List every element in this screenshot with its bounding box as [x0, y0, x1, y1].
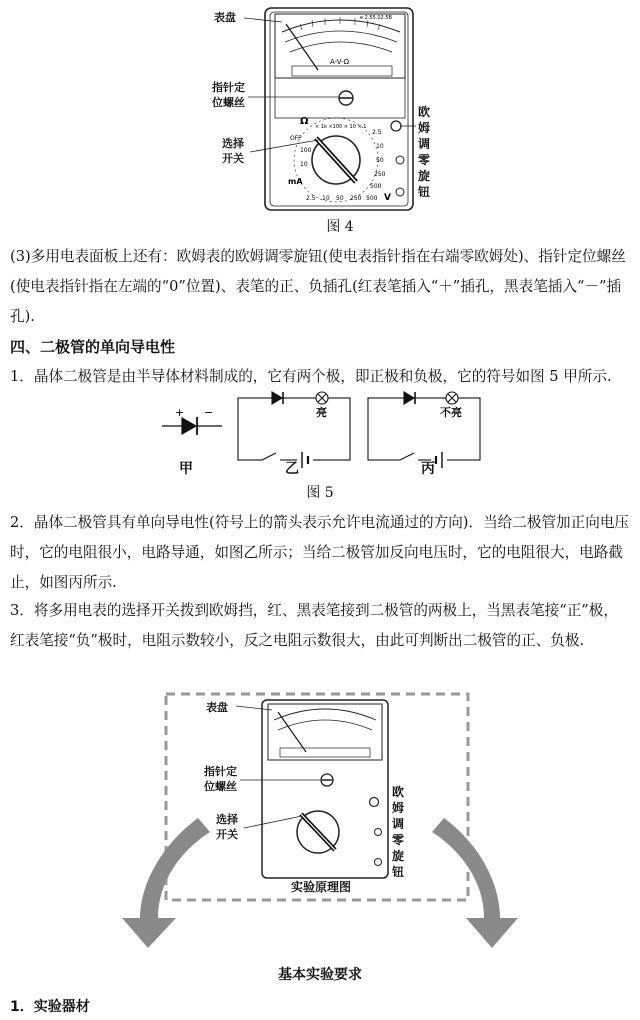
right-arrow-icon — [432, 818, 518, 948]
dial-bottom-value: 500 — [366, 195, 378, 202]
basic-requirements-title: 基本实验要求 — [278, 967, 362, 983]
jack-icon — [375, 859, 382, 866]
ma-label: mA — [288, 177, 303, 186]
dial-right-value: 10 — [376, 143, 384, 150]
dial-bottom-value: 250 — [350, 195, 362, 202]
figure-5-caption: 图 5 — [306, 485, 334, 501]
label-pointer-screw: 指针定位螺丝 — [212, 81, 245, 109]
circuit-forward-bias — [238, 392, 350, 468]
ohm-symbol: Ω — [300, 116, 309, 127]
label-jia: 甲 — [179, 461, 193, 477]
dial-bottom-value: 10 — [322, 195, 330, 202]
dial-right-value: 250 — [374, 171, 386, 178]
circuit-reverse-bias — [368, 392, 480, 460]
principle-caption: 实验原理图 — [290, 880, 351, 894]
lamp-off-label: 不亮 — [440, 406, 462, 419]
label-bing: 丙 — [421, 461, 435, 477]
meter-brand: e 2.55.02.5B — [360, 15, 392, 21]
principle-figure — [0, 686, 640, 956]
lamp-on-label: 亮 — [316, 406, 327, 419]
paragraph-diode-intro: 1．晶体二极管是由半导体材料制成的，它有两个极，即正极和负极，它的符号如图 5 甲所示. — [10, 368, 612, 385]
off-label: OFF — [290, 135, 302, 142]
meter-scale-text: A-V-Ω — [330, 58, 350, 66]
dial-left-value: 10 — [300, 161, 308, 168]
minus-sign: − — [204, 406, 214, 419]
plus-sign: + — [175, 406, 185, 419]
jack-icon — [396, 156, 404, 164]
principle-illustration — [0, 686, 640, 956]
section-1-title: 1．实验器材 — [10, 999, 90, 1015]
label-pointer-screw: 指针定位螺丝 — [204, 765, 237, 793]
ohm-zero-knob-icon — [391, 121, 401, 131]
label-selector-switch: 选择开关 — [216, 813, 238, 841]
dial-bottom-value: 50 — [336, 195, 344, 202]
label-yi: 乙 — [285, 461, 299, 477]
diode-circuits-illustration — [0, 390, 640, 470]
jack-icon — [396, 188, 404, 196]
multimeter-illustration — [0, 0, 640, 240]
v-label: V — [384, 193, 391, 203]
label-ohm-zero-knob: 欧姆调零旋钮 — [392, 785, 405, 879]
label-selector-switch: 选择开关 — [222, 137, 244, 165]
paragraph-panel-controls: (3)多用电表面板上还有：欧姆表的欧姆调零旋钮(使电表指针指在右端零欧姆处)、指针定位螺丝(使电表指针指在左端的“0”位置)、表笔的正、负插孔(红表笔插入“＋”插孔，黑表笔插入“－”插孔). — [10, 248, 626, 325]
figure-4 — [0, 0, 640, 240]
ohm-zero-knob-icon — [370, 798, 379, 807]
dial-right-value: 50 — [376, 157, 384, 164]
dial-bottom-value: 2.5 — [306, 195, 316, 202]
range-top: × 1k ×100 × 10 × 1 — [315, 124, 367, 130]
jack-icon — [375, 829, 382, 836]
dial-left-value: 100 — [300, 147, 312, 154]
section-4-title: 四、二极管的单向导电性 — [10, 338, 176, 356]
label-dial: 表盘 — [214, 11, 236, 24]
paragraph-unidirectional: 2．晶体二极管具有单向导电性(符号上的箭头表示允许电流通过的方向)．当给二极管加正向电压时，它的电阻很小，电路导通，如图乙所示；当给二极管加反向电压时，它的电阻很大，电路截止，如图丙所示. — [10, 514, 630, 591]
diode-symbol-icon — [162, 417, 222, 435]
label-dial: 表盘 — [206, 701, 228, 714]
figure-4-caption: 图 4 — [326, 219, 354, 235]
figure-5 — [0, 390, 640, 510]
label-ohm-zero-knob: 欧姆调零旋钮 — [418, 105, 431, 199]
dial-right-value: 500 — [370, 183, 382, 190]
dial-right-value: 2.5 — [372, 129, 382, 136]
paragraph-test-method: 3．将多用电表的选择开关拨到欧姆挡，红、黑表笔接到二极管的两极上，当黑表笔接“正”极，红表笔接“负”极时，电阻示数较小，反之电阻示数很大，由此可判断出二极管的正、负极. — [10, 602, 618, 649]
